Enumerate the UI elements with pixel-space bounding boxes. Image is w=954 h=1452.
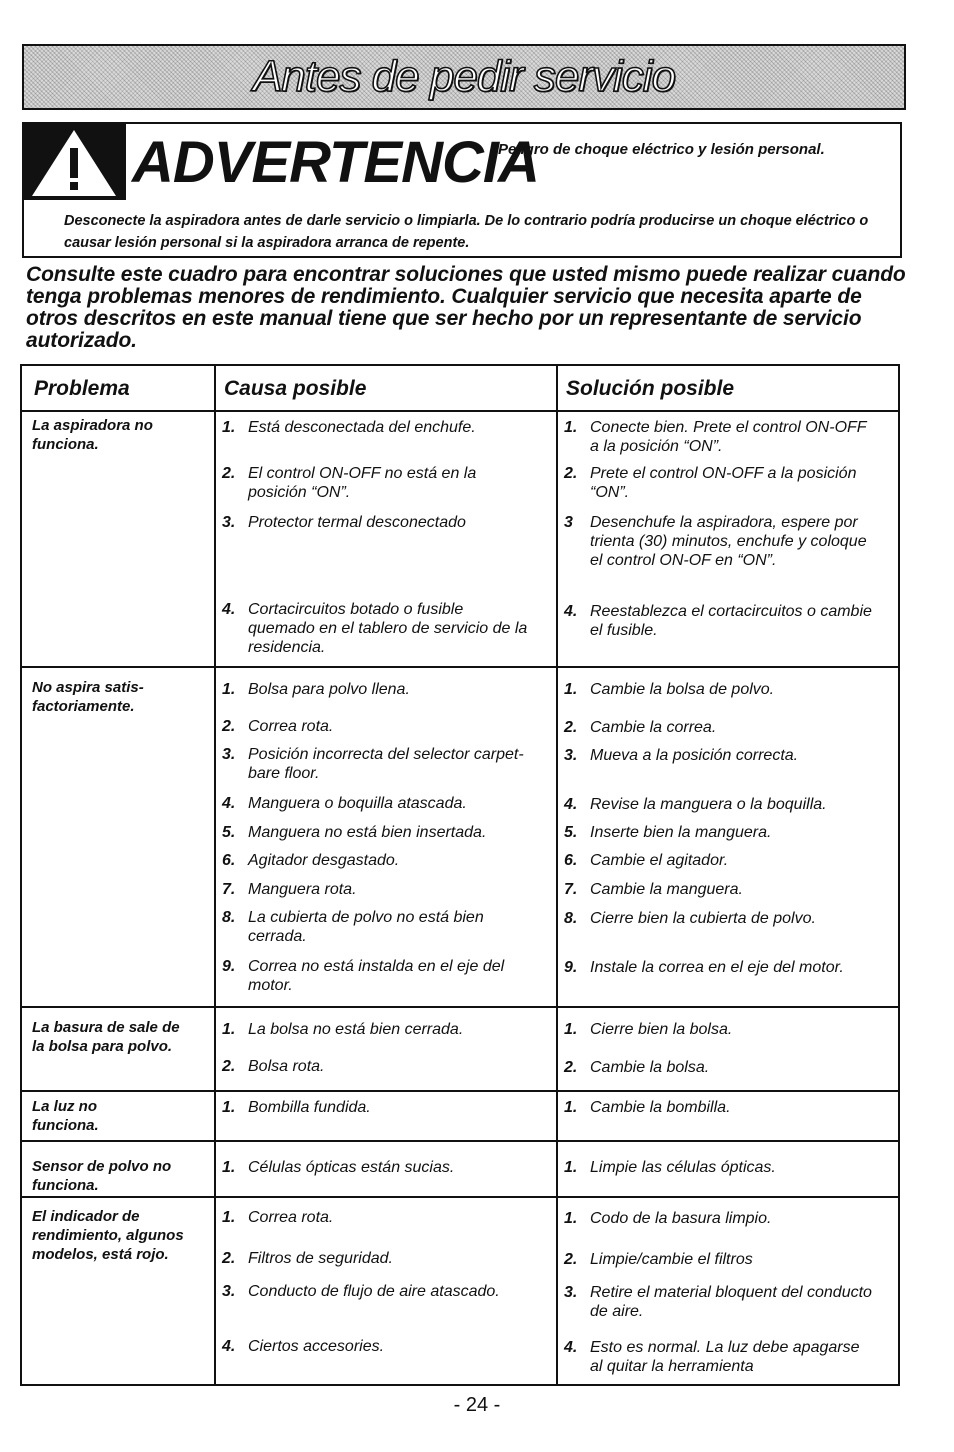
item-text: Conecte bien. Prete el control ON-OFF a la posición “ON”. (590, 419, 867, 455)
item-number: 8. (222, 909, 236, 926)
warning-word: ADVERTENCIA (132, 130, 539, 195)
item-number: 6. (564, 852, 578, 869)
item-text: Ciertos accesories. (248, 1338, 385, 1355)
problem-cell: Sensor de polvo no funciona. (32, 1158, 172, 1194)
solution-item (564, 880, 874, 899)
cause-item (222, 851, 532, 870)
item-number: 1. (564, 1210, 578, 1227)
item-number: 4. (222, 795, 236, 812)
header-problem: Problema (34, 377, 130, 400)
page-number: - 24 - (453, 1394, 501, 1416)
item-text: Filtros de seguridad. (248, 1250, 393, 1267)
item-text: Cambie la correa. (590, 719, 717, 736)
item-text: Correa rota. (248, 1209, 334, 1226)
item-text: Agitador desgastado. (248, 852, 400, 869)
item-text: Cierre bien la bolsa. (590, 1021, 733, 1038)
item-text: Cambie la manguera. (590, 881, 743, 898)
item-number: 4. (564, 1339, 578, 1356)
page-title: Antes de pedir servicio (252, 52, 676, 101)
cause-item (222, 1337, 532, 1356)
item-number: 4. (222, 601, 236, 618)
item-number: 1. (222, 1099, 236, 1116)
cause-item (222, 1057, 532, 1076)
item-number: 1. (564, 1099, 578, 1116)
item-number: 3. (222, 514, 236, 531)
item-number: 3 (564, 514, 573, 531)
cause-item (222, 957, 532, 995)
item-text: Posición incorrecta del selector carpet-bare floor. (248, 746, 524, 782)
item-number: 2. (564, 1059, 578, 1076)
item-text: Cambie la bolsa de polvo. (590, 681, 775, 698)
item-number: 5. (564, 824, 578, 841)
cause-item (222, 1282, 532, 1301)
item-text: Reestablezca el cortacircuitos o cambie el fusible. (590, 603, 872, 639)
item-number: 4. (222, 1338, 236, 1355)
item-number: 1. (222, 1159, 236, 1176)
item-text: Instale la correa en el eje del motor. (590, 959, 844, 976)
column-divider (898, 364, 900, 1386)
cause-item (222, 418, 532, 437)
item-number: 3. (222, 746, 236, 763)
solution-item (564, 851, 874, 870)
solution-item (564, 1020, 874, 1039)
row-divider (20, 666, 900, 668)
table-top-border (20, 364, 900, 366)
item-text: Limpie las células ópticas. (590, 1159, 776, 1176)
item-text: Correa rota. (248, 718, 334, 735)
cause-item (222, 464, 532, 502)
item-number: 6. (222, 852, 236, 869)
row-divider (20, 1090, 900, 1092)
problem-cell: La aspiradora no funciona. (32, 417, 153, 453)
solution-item (564, 795, 874, 814)
item-text: Cambie la bolsa. (590, 1059, 710, 1076)
cause-item (222, 908, 532, 946)
cause-item (222, 880, 532, 899)
row-divider (20, 1196, 900, 1198)
item-number: 3. (564, 1284, 578, 1301)
item-text: Bolsa para polvo llena. (248, 681, 410, 698)
cause-item (222, 1020, 532, 1039)
header-solution: Solución posible (566, 377, 735, 400)
cause-item (222, 600, 532, 657)
solution-item (564, 746, 874, 765)
item-number: 5. (222, 824, 236, 841)
cause-item (222, 1249, 532, 1268)
solution-item (564, 958, 874, 977)
item-number: 2. (564, 719, 578, 736)
row-divider (20, 1140, 900, 1142)
solution-item (564, 1338, 874, 1376)
item-number: 1. (222, 419, 236, 436)
solution-item (564, 823, 874, 842)
item-text: Está desconectada del enchufe. (248, 419, 476, 436)
item-number: 2. (222, 465, 236, 482)
cause-item (222, 745, 532, 783)
warning-text: Desconecte la aspiradora antes de darle servicio o limpiarla. De lo contrario podría producirse un choque eléctrico o causar lesión personal si la aspiradora arranca de repente. (64, 213, 869, 251)
cause-item (222, 1158, 532, 1177)
item-number: 1. (222, 1021, 236, 1038)
header-bottom-border (20, 410, 900, 412)
item-number: 7. (222, 881, 236, 898)
item-number: 9. (222, 958, 236, 975)
item-text: Protector termal desconectado (248, 514, 466, 531)
item-text: Bolsa rota. (248, 1058, 325, 1075)
header-cause: Causa posible (224, 377, 367, 400)
solution-item (564, 418, 874, 456)
item-number: 1. (222, 681, 236, 698)
item-text: Revise la manguera o la boquilla. (590, 796, 827, 813)
item-text: Desenchufe la aspiradora, espere por trienta (30) minutos, enchufe y coloque el control ON-OF en “ON”. (590, 514, 867, 569)
item-text: Manguera o boquilla atascada. (248, 795, 467, 812)
solution-item (564, 1209, 874, 1228)
cause-item (222, 513, 532, 532)
item-number: 2. (222, 1250, 236, 1267)
item-text: Mueva a la posición correcta. (590, 747, 799, 764)
item-text: Conducto de flujo de aire atascado. (248, 1283, 500, 1300)
solution-item (564, 909, 874, 928)
item-text: Manguera rota. (248, 881, 357, 898)
solution-item (564, 602, 874, 640)
item-number: 3. (564, 747, 578, 764)
solution-item (564, 513, 874, 570)
solution-item (564, 464, 874, 502)
item-text: Bombilla fundida. (248, 1099, 371, 1116)
column-divider (556, 364, 558, 1386)
item-text: Cierre bien la cubierta de polvo. (590, 910, 816, 927)
item-number: 1. (564, 1159, 578, 1176)
cause-item (222, 717, 532, 736)
solution-item (564, 1098, 874, 1117)
item-text: Células ópticas están sucias. (248, 1159, 455, 1176)
column-divider (20, 364, 22, 1386)
item-number: 2. (564, 465, 578, 482)
problem-cell: La luz no funciona. (32, 1098, 99, 1134)
warning-subtitle: Peligro de choque eléctrico y lesión personal. (498, 141, 825, 158)
solution-item (564, 1158, 874, 1177)
row-divider (20, 1006, 900, 1008)
item-text: Cambie el agitador. (590, 852, 729, 869)
item-text: Cortacircuitos botado o fusible quemado en el tablero de servicio de la residencia. (248, 601, 528, 656)
solution-item (564, 680, 874, 699)
item-text: Limpie/cambie el filtros (590, 1251, 753, 1268)
item-number: 2. (222, 718, 236, 735)
item-text: Prete el control ON-OFF a la posición “ON”. (590, 465, 857, 501)
column-divider (214, 364, 216, 1386)
item-text: Retire el material bloquent del conducto de aire. (590, 1284, 872, 1320)
item-text: El control ON-OFF no está en la posición “ON”. (248, 465, 477, 501)
item-number: 4. (564, 603, 578, 620)
item-number: 1. (564, 681, 578, 698)
item-number: 8. (564, 910, 578, 927)
row-divider (20, 1384, 900, 1386)
problem-cell: El indicador de rendimiento, algunos modelos, está rojo. (32, 1208, 184, 1263)
item-text: Cambie la bombilla. (590, 1099, 731, 1116)
item-text: Correa no está instalda en el eje del motor. (248, 958, 505, 994)
item-number: 1. (564, 419, 578, 436)
item-number: 3. (222, 1283, 236, 1300)
solution-item (564, 1283, 874, 1321)
cause-item (222, 1208, 532, 1227)
solution-item (564, 1250, 874, 1269)
item-text: Manguera no está bien insertada. (248, 824, 487, 841)
item-number: 1. (564, 1021, 578, 1038)
item-text: La cubierta de polvo no está bien cerrada. (248, 909, 484, 945)
intro-paragraph: Consulte este cuadro para encontrar soluciones que usted mismo puede realizar cuando tenga problemas menores de rendimiento. Cualquier servicio que necesita aparte de otros descritos en este manual tiene que ser hecho por un representante de servicio autorizado. (26, 263, 906, 352)
cause-item (222, 1098, 532, 1117)
cause-item (222, 680, 532, 699)
solution-item (564, 1058, 874, 1077)
solution-item (564, 718, 874, 737)
item-number: 9. (564, 959, 578, 976)
cause-item (222, 794, 532, 813)
problem-cell: La basura de sale de la bolsa para polvo. (32, 1019, 180, 1055)
item-text: La bolsa no está bien cerrada. (248, 1021, 464, 1038)
item-text: Esto es normal. La luz debe apagarse al quitar la herramienta (590, 1339, 860, 1375)
item-text: Inserte bien la manguera. (590, 824, 772, 841)
item-number: 2. (564, 1251, 578, 1268)
item-number: 1. (222, 1209, 236, 1226)
problem-cell: No aspira satis- factoriamente. (32, 679, 144, 715)
item-text: Codo de la basura limpio. (590, 1210, 772, 1227)
item-number: 2. (222, 1058, 236, 1075)
cause-item (222, 823, 532, 842)
item-number: 7. (564, 881, 578, 898)
item-number: 4. (564, 796, 578, 813)
